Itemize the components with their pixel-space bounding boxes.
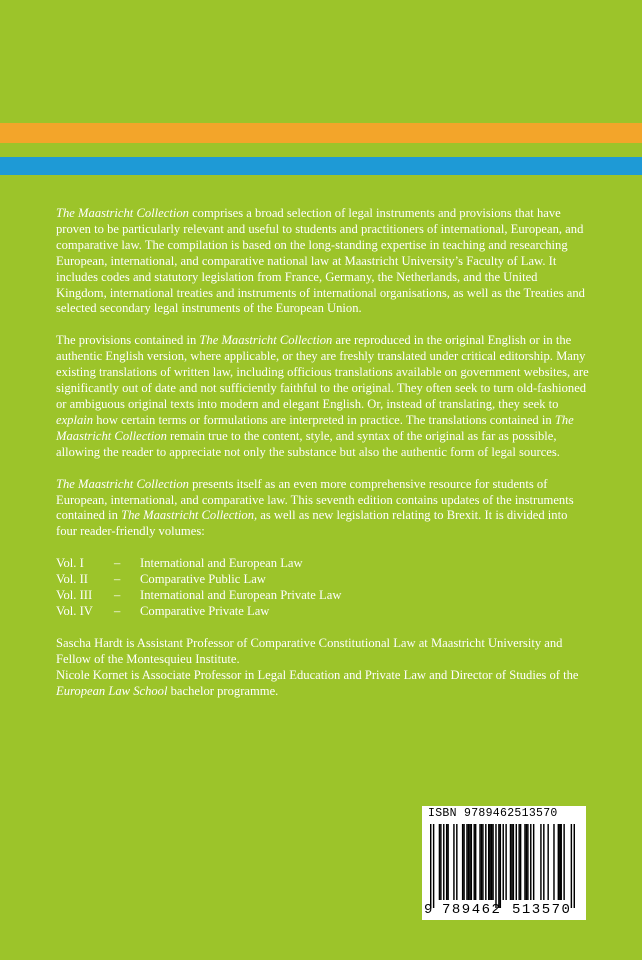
barcode-bar bbox=[440, 824, 441, 900]
author-kornet bbox=[56, 668, 590, 700]
barcode-bar bbox=[456, 824, 457, 900]
edition-text-2: as well as new legislation relating to Brexit. It is divided into four reader-friendly volumes: bbox=[56, 508, 568, 539]
barcode-bar bbox=[518, 824, 519, 900]
edition-title-2: The Maastricht Collection, bbox=[121, 508, 258, 523]
barcode-digits-left: 789462 bbox=[442, 902, 502, 918]
volume-item bbox=[56, 588, 590, 604]
provisions-text-3: how certain terms or formulations are interpreted in practice. The translations contained in bbox=[93, 412, 555, 427]
provisions-explain: explain bbox=[56, 412, 94, 427]
barcode-bar bbox=[574, 824, 575, 908]
barcode-bar bbox=[527, 824, 528, 900]
author-hardt: Sascha Hardt is Assistant Professor of Comparative Constitutional Law at Maastricht University and Fellow of the Montesquieu Institute. bbox=[56, 635, 563, 666]
barcode-bar bbox=[540, 824, 541, 900]
barcode-bar bbox=[511, 824, 512, 900]
barcode-digit-first: 9 bbox=[424, 902, 433, 918]
volume-title: Comparative Public Law bbox=[140, 572, 266, 587]
edition-paragraph bbox=[56, 477, 590, 541]
barcode-bar bbox=[433, 824, 434, 908]
volume-item bbox=[56, 556, 590, 572]
intro-paragraph bbox=[56, 206, 590, 317]
orange-stripe bbox=[0, 123, 642, 143]
volume-dash: – bbox=[114, 588, 121, 603]
barcode-bar bbox=[547, 824, 548, 900]
barcode-bar bbox=[526, 824, 527, 900]
barcode-bar bbox=[469, 824, 470, 900]
barcode-bar bbox=[430, 824, 431, 908]
barcode-bar bbox=[481, 824, 482, 900]
provisions-text-4: remain true to the content, style, and syntax of the original as far as possible, allowing the reader to appreciate not only the substance but also the authentic form of legal sources. bbox=[56, 428, 560, 459]
provisions-title-2: The Maastricht Collection bbox=[56, 412, 574, 443]
volume-number: Vol. II bbox=[56, 572, 88, 587]
barcode-bar bbox=[492, 824, 493, 900]
isbn-barcode bbox=[422, 806, 586, 920]
barcode-bar bbox=[561, 824, 562, 900]
volume-title: International and European Private Law bbox=[140, 588, 342, 603]
volume-number: Vol. IV bbox=[56, 603, 93, 618]
barcode-bar bbox=[563, 824, 564, 900]
author-kornet-school: European Law School bbox=[56, 683, 168, 698]
volume-list bbox=[56, 556, 590, 620]
barcode-bar bbox=[463, 824, 464, 900]
barcode-bar bbox=[498, 824, 499, 908]
barcode-bar bbox=[559, 824, 560, 900]
barcode-bar bbox=[505, 824, 506, 900]
barcode-bar bbox=[530, 824, 531, 900]
barcode-bar bbox=[489, 824, 490, 900]
barcode-bar bbox=[533, 824, 534, 900]
barcode-bar bbox=[443, 824, 444, 900]
barcode-bar bbox=[471, 824, 472, 900]
barcode-bar bbox=[491, 824, 492, 900]
volume-dash: – bbox=[114, 603, 121, 618]
volume-dash: – bbox=[114, 572, 121, 587]
edition-text-1: presents itself as an even more comprehensive resource for students of European, international, and comparative law. This seventh edition contains updates of the instruments contained in bbox=[56, 476, 574, 523]
barcode-bar bbox=[513, 824, 514, 900]
barcode-bar bbox=[495, 824, 496, 908]
volume-number: Vol. I bbox=[56, 556, 84, 571]
volume-title: International and European Law bbox=[140, 556, 303, 571]
author-kornet-text-2: bachelor programme. bbox=[167, 683, 279, 698]
barcode-bar bbox=[524, 824, 525, 900]
barcode-bar bbox=[520, 824, 521, 900]
volume-dash: – bbox=[114, 556, 121, 571]
volume-item bbox=[56, 572, 590, 588]
author-kornet-text-1: Nicole Kornet is Associate Professor in Legal Education and Private Law and Director of Studies of the bbox=[56, 667, 579, 682]
barcode-bar bbox=[446, 824, 447, 900]
barcode-bar bbox=[488, 824, 489, 900]
barcode-bar bbox=[468, 824, 469, 900]
back-cover-text bbox=[56, 206, 590, 699]
barcode-bar bbox=[474, 824, 475, 900]
barcode-bar bbox=[558, 824, 559, 900]
authors-block bbox=[56, 636, 590, 700]
provisions-text-1: The provisions contained in bbox=[56, 333, 200, 348]
barcode-digits-right: 513570 bbox=[512, 902, 572, 918]
barcode-bar bbox=[485, 824, 486, 900]
volume-item bbox=[56, 604, 590, 620]
barcode-bar bbox=[516, 824, 517, 900]
barcode-bar bbox=[510, 824, 511, 900]
barcode-bar bbox=[462, 824, 463, 900]
barcode-bar bbox=[500, 824, 501, 908]
barcode-bar bbox=[543, 824, 544, 900]
isbn-label: ISBN 9789462513570 bbox=[428, 807, 558, 820]
blue-stripe bbox=[0, 157, 642, 175]
barcode-bar bbox=[571, 824, 572, 908]
barcode-bar bbox=[482, 824, 483, 900]
barcode-bar bbox=[466, 824, 467, 900]
barcode-bar bbox=[503, 824, 504, 900]
collection-title: The Maastricht Collection bbox=[56, 206, 189, 220]
provisions-paragraph bbox=[56, 333, 590, 460]
barcode-bar bbox=[453, 824, 454, 900]
edition-title-1: The Maastricht Collection bbox=[56, 476, 189, 491]
barcode-bar bbox=[475, 824, 476, 900]
volume-title: Comparative Private Law bbox=[140, 603, 270, 618]
volume-number: Vol. III bbox=[56, 588, 93, 603]
intro-text: comprises a broad selection of legal instruments and provisions that have proven to be particularly relevant and useful to students and practitioners of international, European, and comparative law. The compilation is based on the long-standing expertise in teaching and researching European, international, and comparative national law at Maastricht University’s Faculty of Law. It includes codes and statutory legislation from France, Germany, the Netherlands, and the United Kingdom, international treaties and instruments of international organisations, as well as the Treaties and selected secondary legal instruments of the European Union. bbox=[56, 206, 585, 316]
provisions-title-1: The Maastricht Collection bbox=[199, 333, 333, 348]
barcode-bar bbox=[553, 824, 554, 900]
barcode-bar bbox=[439, 824, 440, 900]
barcode-bar bbox=[479, 824, 480, 900]
barcode-bars bbox=[430, 824, 580, 908]
barcode-bar bbox=[447, 824, 448, 900]
provisions-text-2: are reproduced in the original English or in the authentic English version, where applicable, or they are freshly translated under critical editorship. Many existing translations of written law, including officious translations available on government websites, are significantly out of date and not sufficiently faithful to the original. They often seek to turn old-fashioned or ambiguous original texts into modern and elegant English. Or, instead of translating, they seek to bbox=[56, 333, 589, 411]
